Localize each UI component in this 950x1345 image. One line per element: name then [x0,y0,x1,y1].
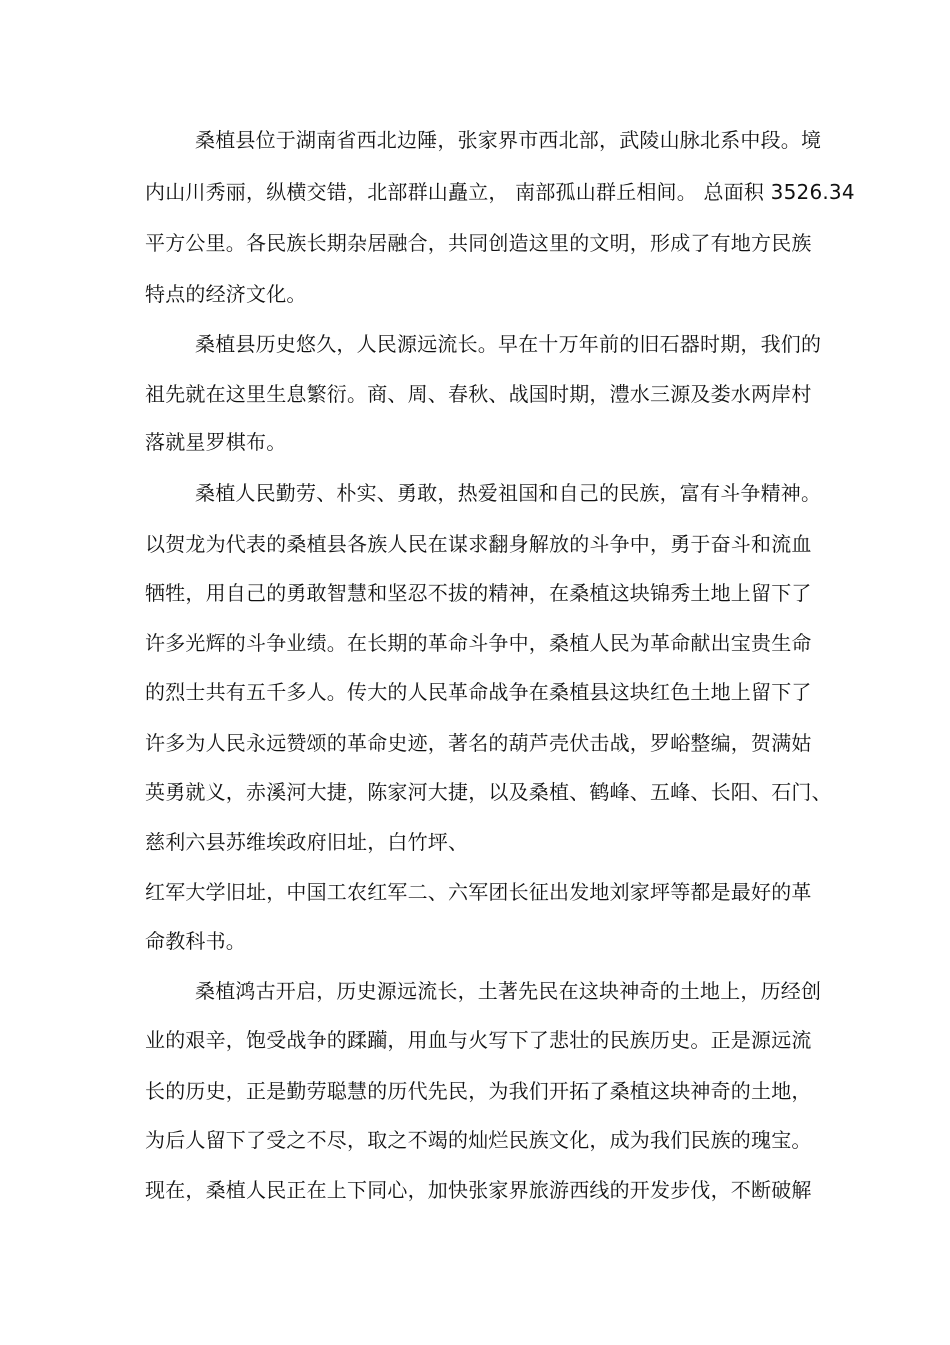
text-line: 为后人留下了受之不尽，取之不竭的灿烂民族文化，成为我们民族的瑰宝。 [145,1128,812,1152]
text-line: 祖先就在这里生息繁衍。商、周、春秋、战国时期，澧水三源及娄水两岸村 [145,382,812,406]
text-line: 慈利六县苏维埃政府旧址，白竹坪、 [145,830,469,854]
text-line: 桑植人民勤劳、朴实、勇敢，热爱祖国和自己的民族，富有斗争精神。 [195,481,822,505]
text-line: 牺牲，用自己的勇敢智慧和坚忍不拔的精神，在桑植这块锦秀土地上留下了 [145,581,812,605]
text-line: 业的艰辛，饱受战争的蹂躏，用血与火写下了悲壮的民族历史。正是源远流 [145,1028,812,1052]
text-line: 桑植县历史悠久，人民源远流长。早在十万年前的旧石器时期，我们的 [195,332,822,356]
text-line: 桑植县位于湖南省西北边陲，张家界市西北部，武陵山脉北系中段。境 [195,128,822,152]
text-line: 许多光辉的斗争业绩。在长期的革命斗争中，桑植人民为革命献出宝贵生命 [145,631,812,655]
text-line: 内山川秀丽，纵横交错，北部群山矗立， 南部孤山群丘相间。 总面积 3526.34 [145,180,855,204]
text-line: 现在，桑植人民正在上下同心，加快张家界旅游西线的开发步伐，不断破解 [145,1178,812,1202]
text-line: 落就星罗棋布。 [145,430,287,454]
text-line: 命教科书。 [145,929,246,953]
text-line: 特点的经济文化。 [145,282,307,306]
text-line: 英勇就义，赤溪河大捷，陈家河大捷，以及桑植、鹤峰、五峰、长阳、石门、 [145,780,832,804]
text-line: 长的历史，正是勤劳聪慧的历代先民，为我们开拓了桑植这块神奇的土地， [145,1079,812,1103]
text-line: 的烈士共有五千多人。传大的人民革命战争在桑植县这块红色土地上留下了 [145,680,812,704]
text-line: 桑植鸿古开启，历史源远流长，土著先民在这块神奇的土地上，历经创 [195,979,822,1003]
text-line: 以贺龙为代表的桑植县各族人民在谋求翻身解放的斗争中，勇于奋斗和流血 [145,532,812,556]
text-line: 平方公里。各民族长期杂居融合，共同创造这里的文明，形成了有地方民族 [145,231,812,255]
text-line: 许多为人民永远赞颂的革命史迹，著名的葫芦壳伏击战，罗峪整编，贺满姑 [145,731,812,755]
text-line: 红军大学旧址，中国工农红军二、六军团长征出发地刘家坪等都是最好的革 [145,880,812,904]
